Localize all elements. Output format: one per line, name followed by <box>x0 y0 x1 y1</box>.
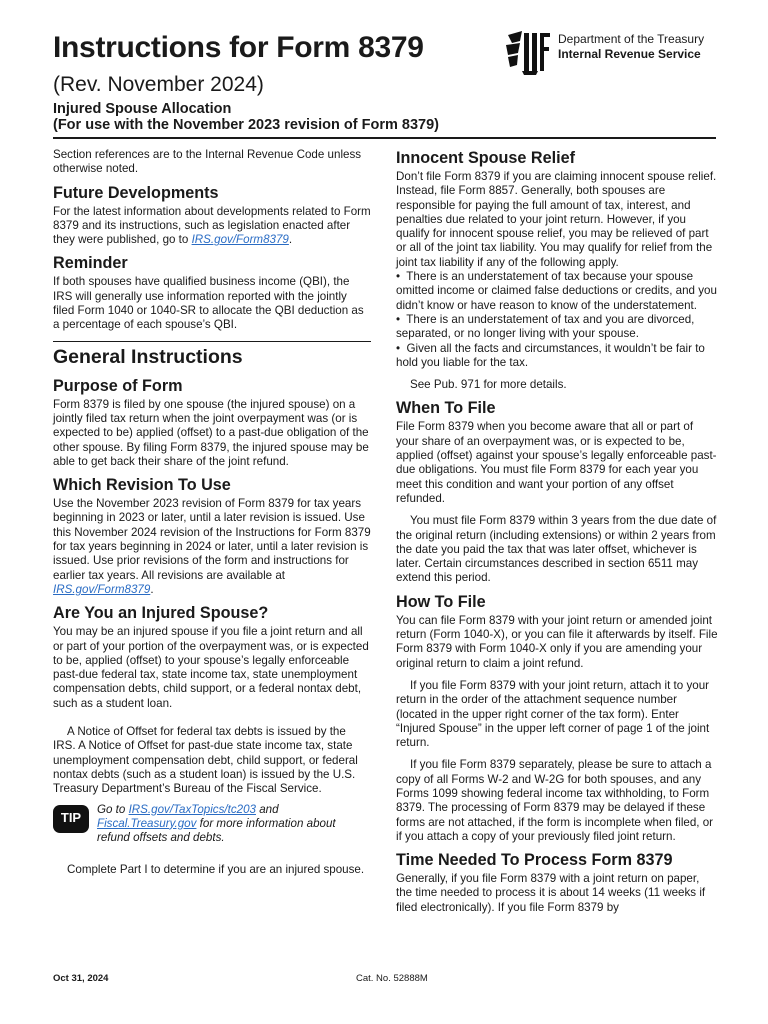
footer-cat-no: Cat. No. 52888M <box>356 973 428 984</box>
form8379-revisions-link[interactable]: IRS.gov/Form8379 <box>53 582 151 596</box>
bullet-text-3: Given all the facts and circumstances, it wouldn’t be fair to hold you liable for the tax. <box>396 341 705 369</box>
innocent-spouse-heading: Innocent Spouse Relief <box>396 149 575 167</box>
reminder-text: If both spouses have qualified business income (QBI), the IRS will generally use information reported with the jointly filed Form 1040 or 1040-SR to allocate the QBI deduction as a percentage of each spouse’s QBI. <box>53 275 364 332</box>
agency-irs: Internal Revenue Service <box>558 47 701 61</box>
agency-department: Department of the Treasury <box>558 32 705 46</box>
injured-spouse-text-1: You may be an injured spouse if you file a joint return and all or part of your portion of the overpayment was, or is expected to be, applied (offset) to your spouse’s legally enforceable past-due federal tax, state income tax, state unemployment compensation debts, child support, or a federal nontax debt, such as a student loan. <box>53 625 369 710</box>
time-needed-heading: Time Needed To Process Form 8379 <box>396 851 673 870</box>
tip-icon: TIP <box>53 805 89 833</box>
intro-text: Section references are to the Internal Revenue Code unless otherwise noted. <box>53 148 362 176</box>
when-to-file-text-1: File Form 8379 when you become aware that all or part of your share of an overpayment was, or is expected to be, applied (offset) against your spouse’s legally enforceable past-due obligations. You must file Form 8379 for each year you meet this condition and want your portion of any offset refunded. <box>396 420 717 505</box>
injured-spouse-heading: Are You an Injured Spouse? <box>53 604 269 623</box>
bullet-item: • There is an understatement of tax and you are divorced, separated, or no longer living with your spouse. <box>396 312 695 341</box>
which-revision-heading: Which Revision To Use <box>53 476 231 495</box>
injured-spouse-text-2: A Notice of Offset for federal tax debts is issued by the IRS. A Notice of Offset for past-due state income tax, state unemployment compensation debt, child support, or federal nontax debts (such as a student loan) is issued by the U.S. Treasury Department’s Bureau of the Fiscal Service. <box>53 725 358 796</box>
innocent-spouse-text: Don’t file Form 8379 if you are claiming innocent spouse relief. Instead, file Form 8857. Generally, both spouses are responsible for paying the full amount of tax, interest, and penalties due related to your joint return. However, if you qualify for innocent spouse relief, you may be relieved of part or all of the joint tax liability. You may qualify for relief from the joint tax liability if any of the following apply. <box>396 170 717 269</box>
revision-text-body: Use the November 2023 revision of Form 8379 for tax years beginning in 2023 or later, until a later revision is issued. Use this November 2024 revision of the Instructions for Form 8379 for tax years beginning in 2024 or later, until a later revision is issued. Use prior revisions of the form and instructions for earlier tax years. All revisions are available at <box>53 497 371 582</box>
tip-box <box>53 803 371 846</box>
bullet-item: • Given all the facts and circumstances, it wouldn’t be fair to hold you liable for the tax. <box>396 341 705 369</box>
tip-text <box>97 803 371 846</box>
future-developments-heading: Future Developments <box>53 183 219 202</box>
how-to-file-text-1: You can file Form 8379 with your joint return or amended joint return (Form 1040-X), or you can file it afterwards by itself. File Form 8379 with Form 1040-X only if you are amending your original return to claim a joint refund. <box>396 613 718 670</box>
see-pub-text: See Pub. 971 for more details. <box>410 378 567 392</box>
general-instructions-heading: General Instructions <box>53 341 371 370</box>
when-to-file-text-2: You must file Form 8379 within 3 years from the due date of the original return (including extensions) or within 2 years from the date you paid the tax that was later offset, whichever is later. Certain circumstances described in section 6511 may extend this period. <box>396 514 717 585</box>
tip-mid: and <box>255 802 279 816</box>
tip-pre: Go to <box>97 802 129 816</box>
purpose-heading: Purpose of Form <box>53 376 183 395</box>
how-to-file-text-3: If you file Form 8379 separately, please be sure to attach a copy of all Forms W-2 and W-2G for both spouses, and any Forms 1099 showing federal income tax withholding, to Form 8379. The processing of Form 8379 may be delayed if these forms are not attached, if the form is incomplete when filed, or if you attach a copy of your previously filed joint return. <box>396 758 714 843</box>
taxtopics-link[interactable]: IRS.gov/TaxTopics/tc203 <box>128 802 256 816</box>
how-to-file-heading: How To File <box>396 592 486 611</box>
complete-part-i-text: Complete Part I to determine if you are an injured spouse. <box>67 863 365 877</box>
reminder-heading: Reminder <box>53 254 128 273</box>
bullet-text-1: There is an understatement of tax because your spouse omitted income or claimed false deductions or credits, and you didn’t know or have reason to know of the understatement. <box>396 270 717 312</box>
bullet-item: • There is an understatement of tax because your spouse omitted income or claimed false deductions or credits, and you didn’t know or have reason to know of the understatement. <box>396 270 717 312</box>
agency-block <box>558 32 704 62</box>
page-title: Instructions for Form 8379 <box>53 31 424 64</box>
form8379-link[interactable]: IRS.gov/Form8379 <box>191 233 289 247</box>
purpose-text: Form 8379 is filed by one spouse (the injured spouse) on a jointly filed tax return when the joint overpayment was (or is expected to be) applied (offset) to a past-due obligation of the other spouse. By filing Form 8379, the injured spouse may be able to get back their share of the joint refund. <box>53 397 369 468</box>
subtitle-line-1: Injured Spouse Allocation <box>53 101 232 117</box>
future-text-body: For the latest information about developments related to Form 8379 and its instructions, such as legislation enacted after they were published, go to <box>53 204 371 247</box>
fiscal-treasury-link[interactable]: Fiscal.Treasury.gov <box>97 816 197 830</box>
future-developments-text: For the latest information about developments related to Form 8379 and its instructions, such as legislation enacted after they were published, go to IRS.gov/Form8379. <box>53 204 371 247</box>
tip-post: for more information about refund offsets and debts. <box>97 816 336 845</box>
time-needed-text: Generally, if you file Form 8379 with a joint return on paper, the time needed to process it is about 14 weeks (11 weeks if filed electronically). If you file Form 8379 by <box>396 872 706 914</box>
revision-date: (Rev. November 2024) <box>53 73 264 96</box>
irs-eagle-logo-icon <box>502 27 556 77</box>
form-subtitle <box>53 101 439 133</box>
which-revision-text: Use the November 2023 revision of Form 8379 for tax years beginning in 2023 or later, until a later revision is issued. Use this November 2024 revision of the Instructions for Form 8379 for tax years beginning in 2024 or later, until a later revision is issued. Use prior revisions of the form and instructions for earlier tax years. All revisions are available at IRS.gov/Form8379. <box>53 497 371 596</box>
when-to-file-heading: When To File <box>396 399 496 418</box>
bullet-text-2: There is an understatement of tax and you are divorced, separated, or no longer living with your spouse. <box>396 312 695 341</box>
left-column <box>53 148 371 878</box>
right-column <box>396 148 718 915</box>
subtitle-line-2: (For use with the November 2023 revision of Form 8379) <box>53 117 439 133</box>
footer-date: Oct 31, 2024 <box>53 973 109 984</box>
header-divider <box>53 137 716 139</box>
how-to-file-text-2: If you file Form 8379 with your joint return, attach it to your return in the order of the attachment sequence number (located in the upper right corner of the tax form). Enter “Injured Spouse” in the upper left corner of page 1 of the joint return. <box>396 678 710 750</box>
